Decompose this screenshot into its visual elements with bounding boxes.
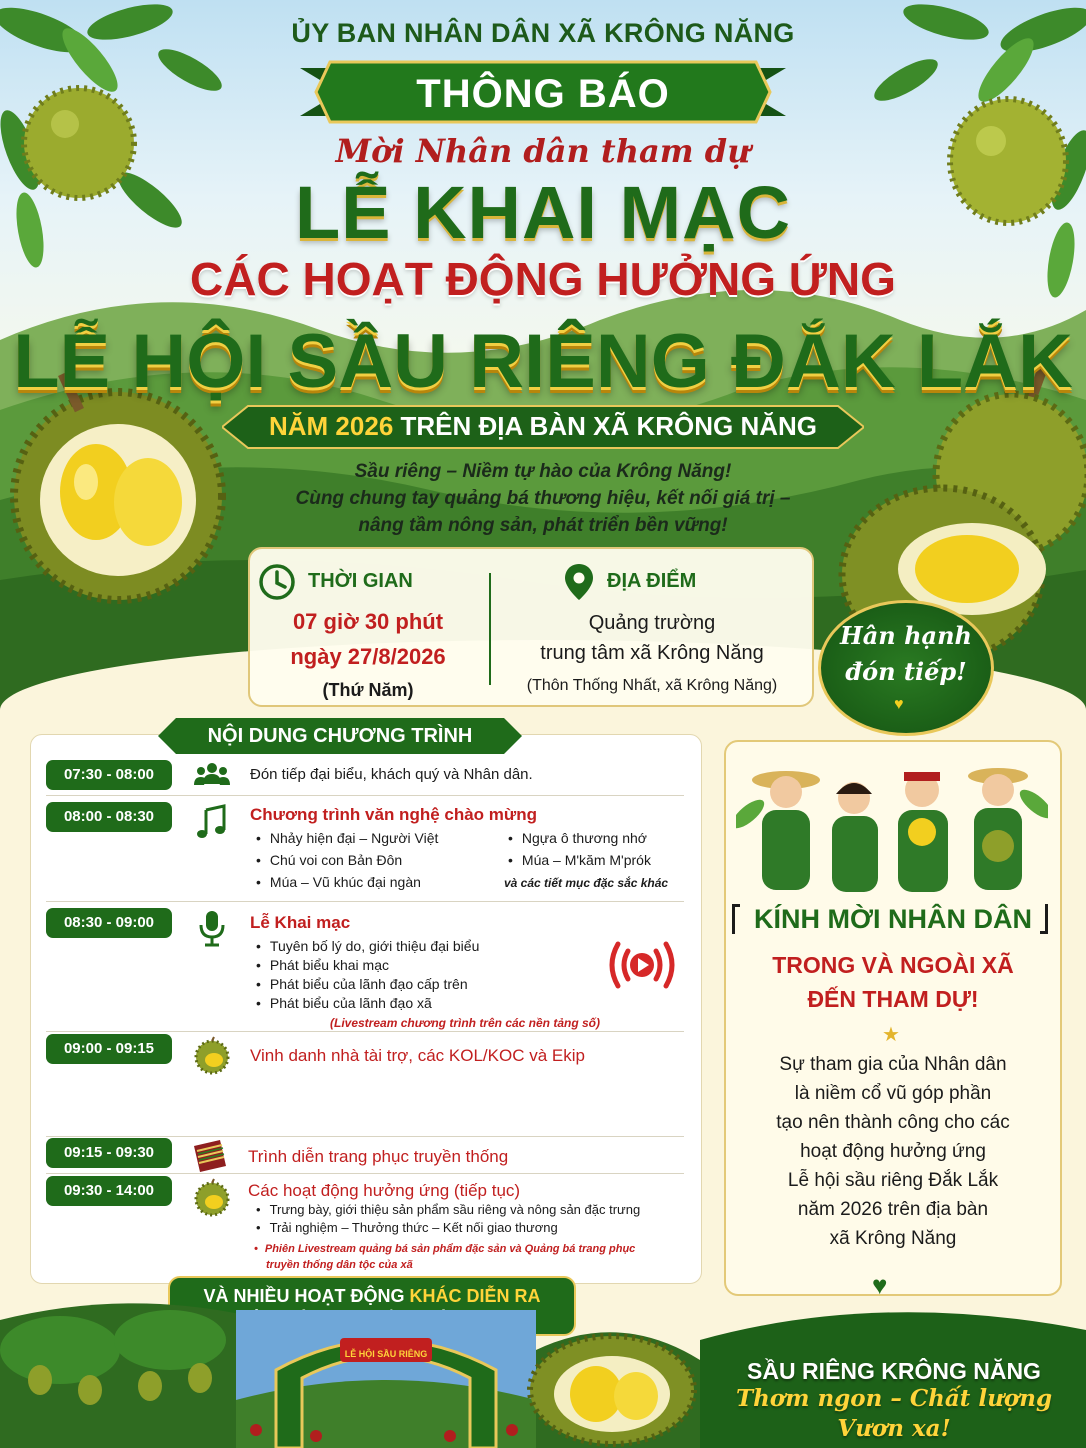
invitation-body-line: tạo nên thành công cho các (776, 1112, 1010, 1133)
durian-icon (192, 1036, 232, 1076)
invitation-body-line: là niềm cổ vũ góp phần (794, 1083, 992, 1104)
slogan-line: Sầu riêng – Niềm tự hào của Krông Năng! (354, 461, 732, 482)
activity-item: • Tuyên bố lý do, giới thiệu đại biểu (256, 938, 479, 954)
invitation-body-line: Sự tham gia của Nhân dân (779, 1054, 1007, 1075)
footer-tagline-line: Vươn xa! (837, 1415, 951, 1442)
welcome-text (818, 618, 994, 690)
main-title-line3: LỄ HỘI SẦU RIÊNG ĐẮK LẮK (13, 319, 1073, 404)
row-separator (46, 1173, 684, 1174)
welcome-line: đón tiếp! (845, 657, 967, 686)
durian-icon (192, 1178, 232, 1218)
invitation-text: Mời Nhân dân tham dự (335, 132, 751, 170)
place-line: Quảng trường (588, 612, 716, 634)
slogan-line: nâng tầm nông sản, phát triển bền vững! (358, 515, 728, 536)
footer-tagline-line: Thơm ngon – Chất lượng (735, 1385, 1053, 1412)
event-time (248, 604, 488, 674)
heart-icon: ♥ (872, 1270, 888, 1300)
activity-item: • Phát biểu của lãnh đạo xã (256, 995, 432, 1011)
row-separator (46, 901, 684, 902)
year-highlight: NĂM 2026 (269, 411, 394, 441)
activity-title: Lễ Khai mạc (250, 913, 351, 932)
row-separator (46, 1031, 684, 1032)
gate-sign: LỄ HỘI SẦU RIÊNG (344, 1349, 428, 1359)
notice-title: THÔNG BÁO (416, 72, 670, 116)
place-detail: (Thôn Thống Nhất, xã Krông Năng) (526, 677, 778, 694)
star-icon: ★ (882, 1024, 900, 1046)
welcome-heart-icon: ♥ (894, 696, 904, 713)
activity-item: • Múa – Vũ khúc đại ngàn (256, 874, 421, 890)
year-rest: TRÊN ĐỊA BÀN XÃ KRÔNG NĂNG (400, 411, 817, 441)
more-line-highlight: KHÁC DIỄN RA (409, 1286, 541, 1306)
activity-item: • Trải nghiệm – Thưởng thức – Kết nối giao thương (256, 1220, 558, 1235)
slogan (0, 458, 1086, 539)
row-separator (46, 1136, 684, 1137)
invitation-body-line: năm 2026 trên địa bàn (797, 1199, 989, 1220)
invite-red-text (724, 948, 1062, 1016)
info-divider (489, 573, 491, 685)
time-heading: THỜI GIAN (308, 570, 413, 592)
activity-title: Trình diễn trang phục truyền thống (248, 1147, 509, 1166)
time-slot: 08:00 - 08:30 (46, 802, 172, 832)
activity-title: Chương trình văn nghệ chào mừng (250, 805, 537, 824)
event-time-line: 07 giờ 30 phút (292, 609, 444, 634)
event-weekday: (Thứ Năm) (322, 680, 414, 700)
activity-note: (Livestream chương trình trên các nền tảng số) (330, 1016, 601, 1030)
activity-note: và các tiết mục đặc sắc khác (504, 876, 669, 890)
activity-item: • Phát biểu của lãnh đạo cấp trên (256, 976, 468, 992)
music-note-icon (192, 802, 232, 842)
welcome-line: Hân hạnh (840, 621, 972, 650)
activity-item: • Nhảy hiện đại – Người Việt (256, 830, 438, 846)
invitation-body-line: hoạt động hưởng ứng (800, 1141, 986, 1162)
activity-note: truyền thống dân tộc của xã (266, 1259, 413, 1271)
activity-title: Vinh danh nhà tài trợ, các KOL/KOC và Ekip (250, 1046, 585, 1065)
location-pin-icon (564, 563, 594, 601)
time-slot: 07:30 - 08:00 (46, 760, 172, 790)
event-place (492, 608, 812, 668)
activity-title: Đón tiếp đại biểu, khách quý và Nhân dân. (250, 766, 533, 783)
main-title-line1: LỄ KHAI MẠC (294, 171, 792, 254)
slogan-line: Cùng chung tay quảng bá thương hiệu, kết nối giá trị – (295, 488, 791, 509)
activity-item: • Múa – M'kăm M'prók (508, 852, 651, 868)
row-separator (46, 795, 684, 796)
activity-item: • Chú voi con Bản Đôn (256, 852, 402, 868)
year-subtitle (0, 411, 1086, 442)
more-line-part: VÀ NHIỀU HOẠT ĐỘNG (203, 1286, 410, 1306)
activity-item: • Phát biểu khai mạc (256, 957, 389, 973)
invitation-body (724, 1050, 1062, 1253)
microphone-icon (192, 908, 232, 948)
organization-name: ỦY BAN NHÂN DÂN XÃ KRÔNG NĂNG (291, 18, 795, 48)
time-slot: 09:15 - 09:30 (46, 1138, 172, 1168)
activity-item: • Ngựa ô thương nhớ (508, 830, 647, 846)
time-slot: 09:00 - 09:15 (46, 1034, 172, 1064)
invitation-body-line: xã Krông Năng (829, 1228, 957, 1249)
activity-item: • Trưng bày, giới thiệu sản phẩm sầu riêng và nông sản đặc trưng (256, 1202, 640, 1217)
livestream-icon (604, 936, 680, 994)
time-slot: 08:30 - 09:00 (46, 908, 172, 938)
brocade-icon (190, 1136, 230, 1176)
invite-heading: KÍNH MỜI NHÂN DÂN (753, 904, 1032, 934)
activity-note: • Phiên Livestream quảng bá sản phẩm đặc sản và Quảng bá trang phục (254, 1243, 635, 1255)
people-icon (192, 756, 232, 796)
invite-red-line: ĐẾN THAM DỰ! (807, 986, 979, 1012)
place-heading: ĐỊA ĐIỂM (607, 570, 697, 592)
program-heading: NỘI DUNG CHƯƠNG TRÌNH (207, 725, 473, 747)
activity-title: Các hoạt động hưởng ứng (tiếp tục) (248, 1181, 521, 1200)
footer-tagline (724, 1384, 1064, 1444)
main-title-line2: CÁC HOẠT ĐỘNG HƯỞNG ỨNG (190, 253, 896, 305)
invite-red-line: TRONG VÀ NGOÀI XÃ (772, 952, 1014, 978)
footer-brand: SẦU RIÊNG KRÔNG NĂNG (747, 1358, 1041, 1384)
farmers-illustration-icon (736, 754, 1048, 894)
event-date-line: ngày 27/8/2026 (290, 644, 446, 669)
invitation-body-line: Lễ hội sầu riêng Đắk Lắk (787, 1170, 999, 1191)
place-line: trung tâm xã Krông Năng (540, 642, 764, 664)
clock-icon (258, 563, 296, 601)
time-slot: 09:30 - 14:00 (46, 1176, 172, 1206)
